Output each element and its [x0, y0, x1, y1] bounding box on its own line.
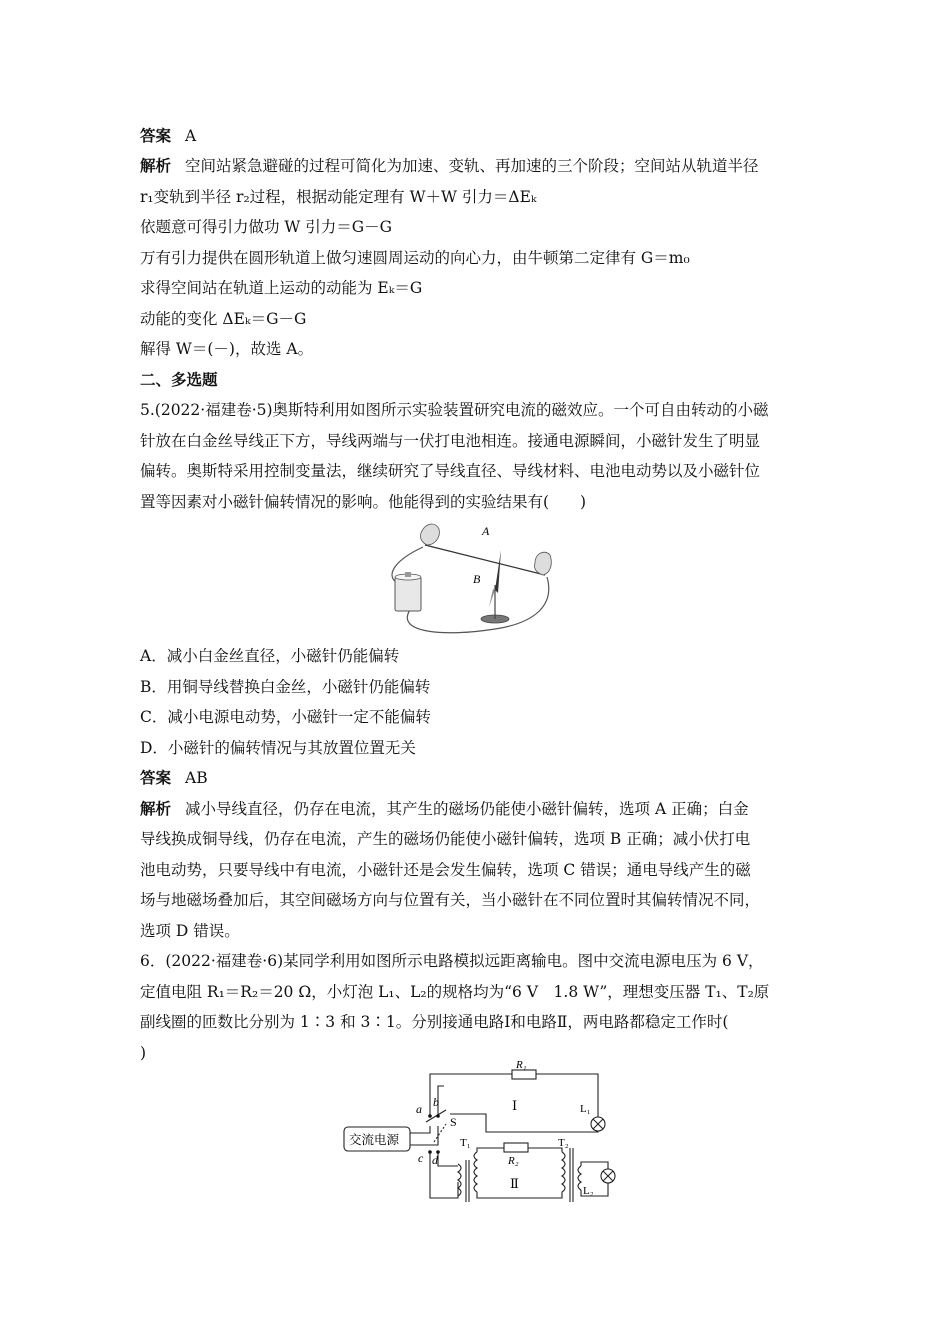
q5-stem-line-3: 偏转。奥斯特采用控制变量法，继续研究了导线直径、导线材料、电池电动势以及小磁针位 [140, 462, 761, 480]
q5-stem-line-2: 针放在白金丝导线正下方，导线两端与一伏打电池相连。接通电源瞬间，小磁针发生了明显 [140, 432, 761, 450]
q5-answer-line [140, 768, 820, 788]
t1-secondary-coil [474, 1152, 477, 1192]
q5-option-d: D．小磁针的偏转情况与其放置位置无关 [140, 739, 416, 757]
right-hand-icon [534, 552, 551, 575]
q5-analysis-line-5: 选项 D 错误。 [140, 922, 240, 940]
q6-stem-line-1: 6．(2022·福建卷·6)某同学利用如图所示电路模拟远距离输电。图中交流电源电压为 6 V， [140, 952, 764, 970]
t2-primary-coil [562, 1152, 565, 1192]
answer-label: 答案 [140, 127, 172, 145]
label-t2: T₂ [558, 1137, 569, 1149]
battery-icon [395, 577, 421, 611]
magnetic-needle-icon [495, 550, 501, 593]
q5-option-c: C．减小电源电动势，小磁针一定不能偏转 [140, 708, 431, 726]
label-c: c [418, 1151, 424, 1165]
section-title: 二、多选题 [140, 371, 218, 389]
label-r1: R₁ [516, 1059, 527, 1071]
label-b: b [433, 1095, 439, 1109]
answer-label: 答案 [140, 769, 172, 787]
q4-analysis-line-5: 求得空间站在轨道上运动的动能为 Eₖ＝G [140, 279, 423, 297]
left-hand-icon [420, 524, 439, 545]
label-circuit-1: Ⅰ [512, 1098, 518, 1113]
r1-resistor [512, 1070, 536, 1079]
label-B: B [473, 572, 481, 586]
platinum-wire [425, 545, 545, 575]
analysis-label: 解析 [140, 800, 172, 818]
q4-analysis-line-7: 解得 W＝(－)，故选 A。 [140, 340, 314, 358]
label-t1: T₁ [460, 1137, 471, 1149]
q5-analysis-line-4: 场与地磁场叠加后，其空间磁场方向与位置有关，当小磁针在不同位置时其偏转情况不同， [140, 891, 761, 909]
label-r2: R₂ [508, 1155, 519, 1167]
q4-analysis-line-4: 万有引力提供在圆形轨道上做匀速圆周运动的向心力，由牛顿第二定律有 G＝m₀ [140, 249, 690, 267]
label-d: d [432, 1153, 438, 1167]
q5-analysis-line-3: 池电动势，只要导线中有电流，小磁针还是会发生偏转，选项 C 错误；通电导线产生的磁 [140, 861, 751, 879]
r2-resistor [504, 1143, 528, 1152]
label-source: 交流电源 [349, 1133, 400, 1147]
transmission-circuit-figure [340, 1059, 620, 1206]
answer-value: A [185, 127, 197, 145]
label-circuit-2: Ⅱ [510, 1176, 519, 1191]
oersted-experiment-figure [385, 515, 565, 640]
t2-secondary-coil [578, 1166, 581, 1190]
q6-stem-line-4: ) [140, 1044, 147, 1062]
label-l1: L₁ [580, 1103, 591, 1115]
label-a: a [416, 1102, 422, 1116]
q4-analysis-line-6: 动能的变化 ΔEₖ＝G－G [140, 310, 307, 328]
answer-value: AB [185, 769, 208, 787]
label-s: S [450, 1115, 457, 1129]
q5-option-b: B．用铜导线替换白金丝，小磁针仍能偏转 [140, 678, 431, 696]
q4-answer-line [140, 126, 820, 146]
q5-analysis-line-2: 导线换成铜导线，仍存在电流，产生的磁场仍能使小磁针偏转，选项 B 正确；减小伏打电 [140, 830, 751, 848]
q5-stem-line-1: 5.(2022·福建卷·5)奥斯特利用如图所示实验装置研究电流的磁效应。一个可自由转动的小磁 [140, 401, 769, 419]
analysis-label: 解析 [140, 157, 172, 175]
label-A: A [482, 524, 490, 538]
q6-stem-line-3: 副线圈的匝数比分别为 1∶3 和 3∶1。分别接通电路Ⅰ和电路Ⅱ，两电路都稳定工作时( [140, 1013, 729, 1031]
q6-stem-line-2: 定值电阻 R₁＝R₂＝20 Ω，小灯泡 L₁、L₂的规格均为“6 V 1.8 W”，理想变压器 T₁、T₂原 [140, 983, 770, 1001]
q4-analysis-line-2: r₁变轨到半径 r₂过程，根据动能定理有 W＋W 引力＝ΔEₖ [140, 188, 537, 206]
q5-analysis-line-1: 解析 减小导线直径，仍存在电流，其产生的磁场仍能使小磁针偏转，选项 A 正确；白金 [140, 800, 749, 818]
label-l2: L₂ [583, 1185, 594, 1197]
q5-option-a: A．减小白金丝直径，小磁针仍能偏转 [140, 647, 400, 665]
q4-analysis-line-3: 依题意可得引力做功 W 引力＝G－G [140, 218, 393, 236]
q4-analysis-line-1: 解析 空间站紧急避碰的过程可简化为加速、变轨、再加速的三个阶段；空间站从轨道半径 [140, 157, 759, 175]
q5-stem-line-4: 置等因素对小磁针偏转情况的影响。他能得到的实验结果有( ) [140, 493, 587, 511]
